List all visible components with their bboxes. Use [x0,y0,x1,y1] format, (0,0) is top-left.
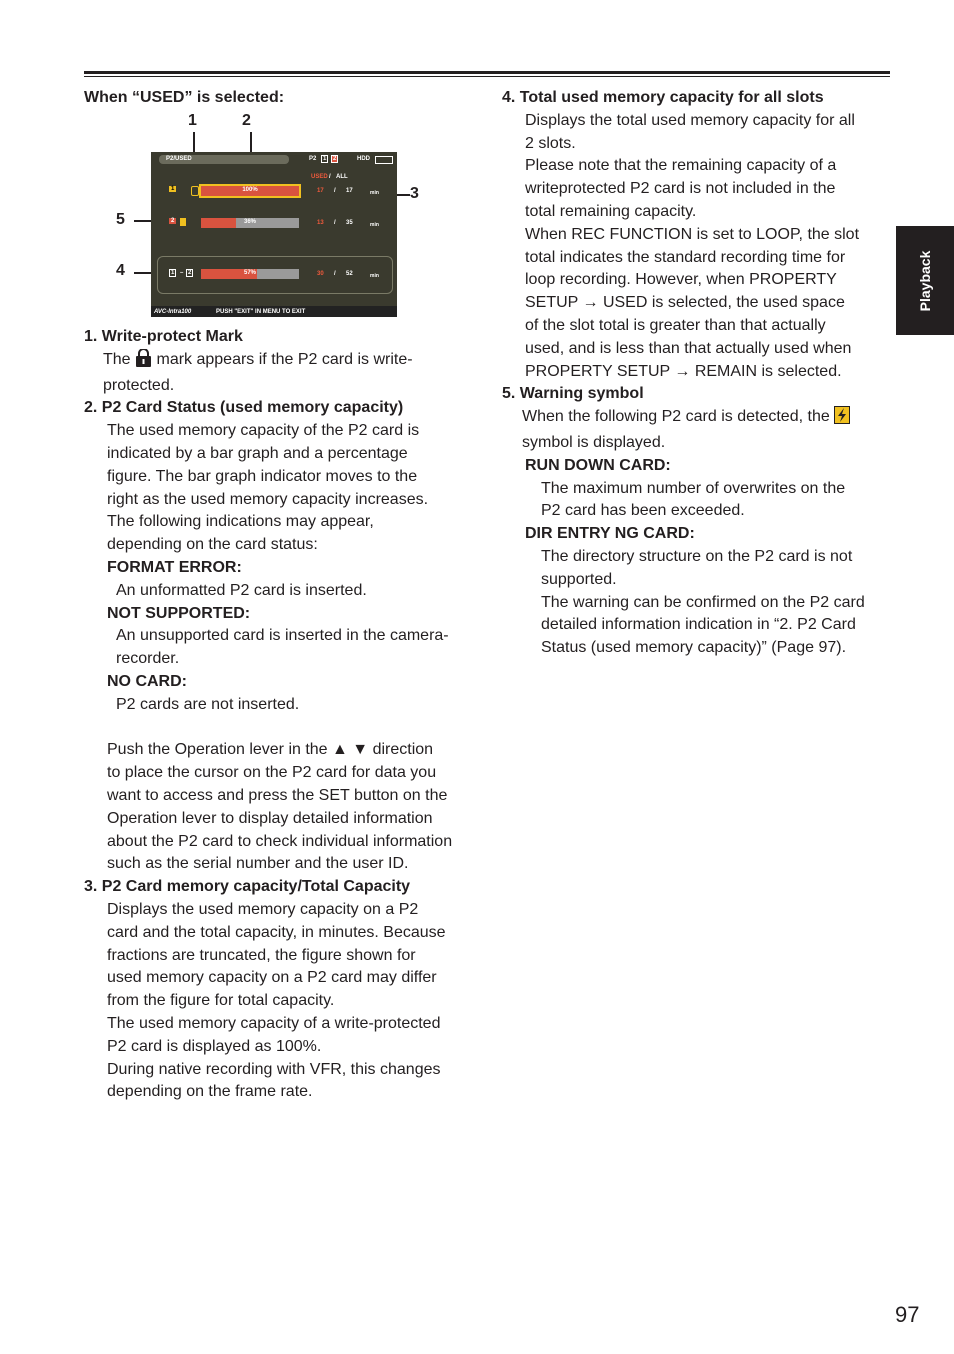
not-supported-line: recorder. [116,650,180,668]
screen-header-label: P2/USED [166,156,192,162]
warning-icon [834,406,850,432]
total-total: 52 [346,271,353,277]
section-1-text [84,349,484,375]
format-error-text: An unformatted P2 card is inserted. [116,581,367,599]
push-line: Push the Operation lever in the ▲ ▼ direction [107,741,434,759]
s3-line: During native recording with VFR, this changes [107,1060,441,1078]
s1-line1a: The [103,350,131,368]
camera-screen [151,152,397,317]
no-card-title: NO CARD: [107,672,187,690]
s5-line1-text: When the following P2 card is detected, the [522,408,830,426]
run-down-title: RUN DOWN CARD: [525,456,671,474]
s2-line: indicated by a bar graph and a percentage [107,444,408,462]
callout-1: 1 [188,112,197,129]
right-column [502,87,894,660]
dir-entry-line: detailed information indication in “2. P2 Card [541,616,856,634]
figure-caption: When “USED” is selected: [84,89,285,106]
run-down-line: The maximum number of overwrites on the [541,479,846,497]
push-line: want to access and press the SET button on the [107,786,448,804]
row2-unit: min [370,222,379,228]
row1-slot: 1 [171,186,175,192]
s3-line: The used memory capacity of a write-protected [107,1014,441,1032]
s3-line: depending on the frame rate. [107,1083,313,1101]
row2-bar [201,218,299,228]
row1-bar [201,186,299,196]
row2-used: 13 [317,220,324,226]
section-5-title: 5. Warning symbol [502,385,644,403]
s2-line: The used memory capacity of the P2 card is [107,422,420,440]
row2-sep: / [334,220,336,226]
col-used-label: USED [311,174,328,180]
callout-3: 3 [410,185,419,202]
row2-percent: 36% [243,219,256,225]
s2-line: right as the used memory capacity increases. [107,490,429,508]
spacer [107,717,484,740]
s4-line: PROPERTY SETUP → REMAIN is selected. [525,362,842,380]
push-line: such as the serial number and the user ID. [107,855,409,873]
total-slot-b: 2 [188,270,192,276]
side-tab-playback [896,226,954,335]
total-slot-a: 1 [171,270,175,276]
left-column-body [84,326,484,1104]
dir-entry-line: supported. [541,570,617,588]
row2-slot: 2 [171,218,175,224]
s4-line: total indicates the standard recording time for [525,248,846,266]
s4-line: Please note that the remaining capacity of a [525,157,837,175]
screen-battery-icon [375,156,393,164]
s5-line1 [522,406,894,432]
s4-line: 2 slots. [525,134,576,152]
total-unit: min [370,273,379,279]
s4-line: used, and is less than that actually used when [525,339,852,357]
dir-entry-line: Status (used memory capacity)” (Page 97). [541,639,847,657]
total-bar [201,269,299,279]
s2-line: figure. The bar graph indicator moves to the [107,467,418,485]
s4-line: SETUP → USED is selected, the used space [525,294,845,312]
col-sep: / [329,174,331,180]
s3-line: P2 card is displayed as 100%. [107,1037,322,1055]
push-line: about the P2 card to check individual information [107,832,453,850]
s2-line: depending on the card status: [107,536,318,554]
s3-line: used memory capacity on a P2 card may differ [107,969,437,987]
section-5-body [502,406,894,660]
screen-hdd-label: HDD [357,156,370,162]
push-line: to place the cursor on the P2 card for data you [107,764,437,782]
s1-line1b: mark appears if the P2 card is write- [156,350,413,368]
status-screen-figure [110,110,430,320]
lock-icon [135,349,152,375]
row1-percent: 100% [242,187,258,193]
row1-unit: min [370,190,379,196]
section-4-body [502,110,894,384]
total-used: 30 [317,271,324,277]
callout-5: 5 [116,211,125,228]
push-line: Operation lever to display detailed information [107,809,433,827]
top-rule-thick [84,71,890,74]
s3-line: fractions are truncated, the figure shown for [107,946,416,964]
page-number: 97 [895,1302,920,1327]
s4-line: writeprotected P2 card is not included in the [525,180,836,198]
row1-used: 17 [317,188,324,194]
section-2-body [84,420,484,876]
s3-line: from the figure for total capacity. [107,992,335,1010]
s5-line2: symbol is displayed. [522,433,666,451]
s2-line: The following indications may appear, [107,513,374,531]
s4-line: Displays the total used memory capacity for all [525,111,855,129]
total-percent: 57% [243,270,256,276]
callout-4: 4 [116,262,125,279]
no-card-text: P2 cards are not inserted. [116,695,300,713]
top-rule-thin [84,76,890,77]
dir-entry-line: The warning can be confirmed on the P2 card [541,593,865,611]
total-dash: – [180,270,184,276]
not-supported-title: NOT SUPPORTED: [107,604,251,622]
screen-slot1-box: 1 [323,156,327,162]
not-supported-line: An unsupported card is inserted in the camera- [116,627,449,645]
s4-line: loop recording. However, when PROPERTY [525,271,837,289]
section-4-title: 4. Total used memory capacity for all slots [502,89,824,106]
dir-entry-line: The directory structure on the P2 card is not [541,547,853,565]
screen-footer-logo: AVC-Intra100 [154,309,192,315]
col-all-label: ALL [336,174,348,180]
section-1-title: 1. Write-protect Mark [84,328,243,345]
row1-total: 17 [346,188,353,194]
side-tab-label: Playback [917,250,933,311]
s4-line: of the slot total is greater than that actually [525,316,826,334]
screen-p2-label: P2 [309,156,317,162]
section-3-body [84,899,484,1104]
format-error-title: FORMAT ERROR: [107,558,242,576]
warning-cases [522,455,894,660]
screen-footer-text: PUSH "EXIT" IN MENU TO EXIT [216,309,306,315]
s3-line: card and the total capacity, in minutes. Because [107,923,446,941]
section-2-title: 2. P2 Card Status (used memory capacity) [84,399,404,417]
row2-total: 35 [346,220,353,226]
left-column [84,87,484,110]
section-3-title: 3. P2 Card memory capacity/Total Capacity [84,878,411,896]
s1-line2: protected. [103,376,175,394]
s4-line: total remaining capacity. [525,202,697,220]
dir-entry-title: DIR ENTRY NG CARD: [525,525,695,543]
s3-line: Displays the used memory capacity on a P2 [107,900,419,918]
total-sep: / [334,271,336,277]
run-down-line: P2 card has been exceeded. [541,502,745,520]
row1-lock-icon [191,186,199,196]
row1-sep: / [334,188,336,194]
s4-line: When REC FUNCTION is set to LOOP, the slot [525,225,860,243]
callout-2: 2 [242,112,251,129]
row2-warning-icon [180,218,186,226]
screen-slot2-box: 2 [333,156,337,162]
